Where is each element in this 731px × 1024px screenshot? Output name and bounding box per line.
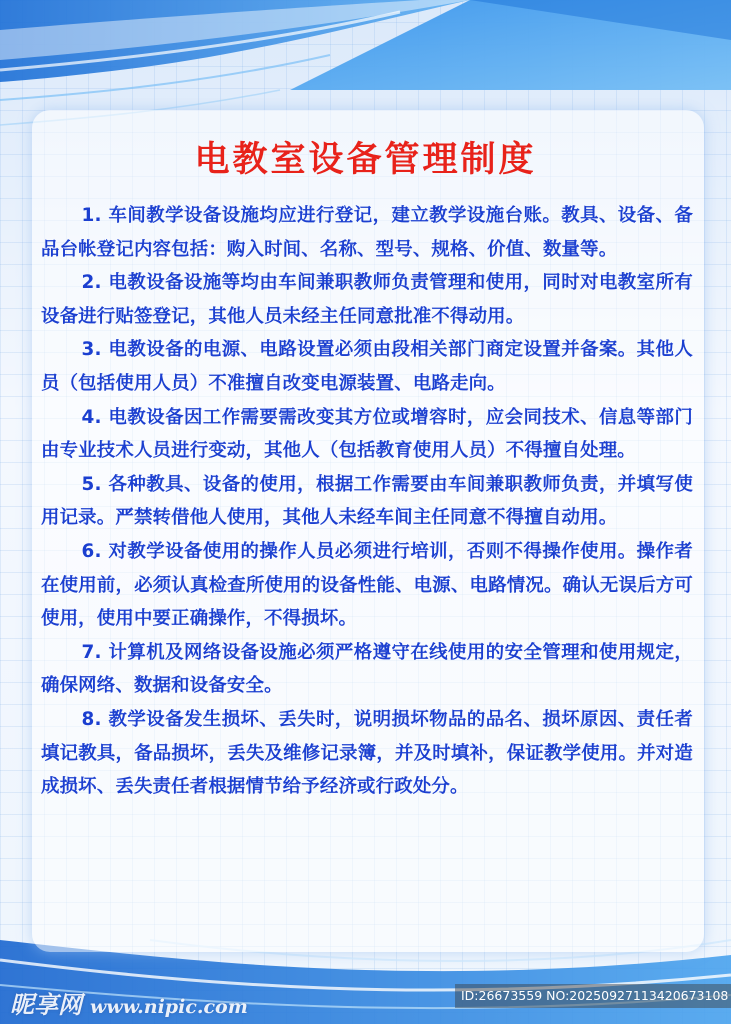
rule-item-2: 2. 电教设备设施等均由车间兼职教师负责管理和使用，同时对电教室所有设备进行贴签登记，其他人员未经主任同意批准不得动用。 [41, 272, 693, 327]
rule-item-6: 6. 对教学设备使用的操作人员必须进行培训，否则不得操作使用。操作者在使用前，必须认真检查所使用的设备性能、电源、电路情况。确认无误后方可使用，使用中要正确操作，不得损坏。 [41, 540, 693, 630]
rule-item-4: 4. 电教设备因工作需要需改变其方位或增容时，应会同技术、信息等部门由专业技术人员进行变动，其他人（包括教育使用人员）不得擅自处理。 [41, 406, 693, 462]
rule-item-5: 5. 各种教具、设备的使用，根据工作需要由车间兼职教师负责，并填写使用记录。严禁转借他人使用，其他人未经车间主任同意不得擅自动用。 [41, 473, 693, 529]
image-id-bar: ID:26673559 NO:20250927113420673108 [455, 984, 731, 1008]
rule-item-7: 7. 计算机及网络设备设施必须严格遵守在线使用的安全管理和使用规定，确保网络、数据和设备安全。 [41, 641, 693, 697]
page-title: 电教室设备管理制度 [194, 140, 537, 180]
rule-item-8: 8. 教学设备发生损坏、丢失时，说明损坏物品的品名、损坏原因、责任者填记教具，备品损坏，丢失及维修记录簿，并及时填补，保证教学使用。并对造成损坏、丢失责任者根据情节给予经济或行政处分。 [41, 708, 693, 798]
watermark-logo: 昵享网 [10, 991, 82, 1019]
site-watermark [10, 985, 248, 1020]
rules-list [41, 199, 693, 804]
rule-item-3: 3. 电教设备的电源、电路设置必须由段相关部门商定设置并备案。其他人员（包括使用人员）不准擅自改变电源装置、电路走向。 [41, 339, 693, 394]
watermark-url: www.nipic.com [90, 996, 248, 1018]
rule-item-1: 1. 车间教学设备设施均应进行登记，建立教学设施台账。教具、设备、备品台帐登记内容包括：购入时间、名称、型号、规格、价值、数量等。 [41, 205, 693, 260]
